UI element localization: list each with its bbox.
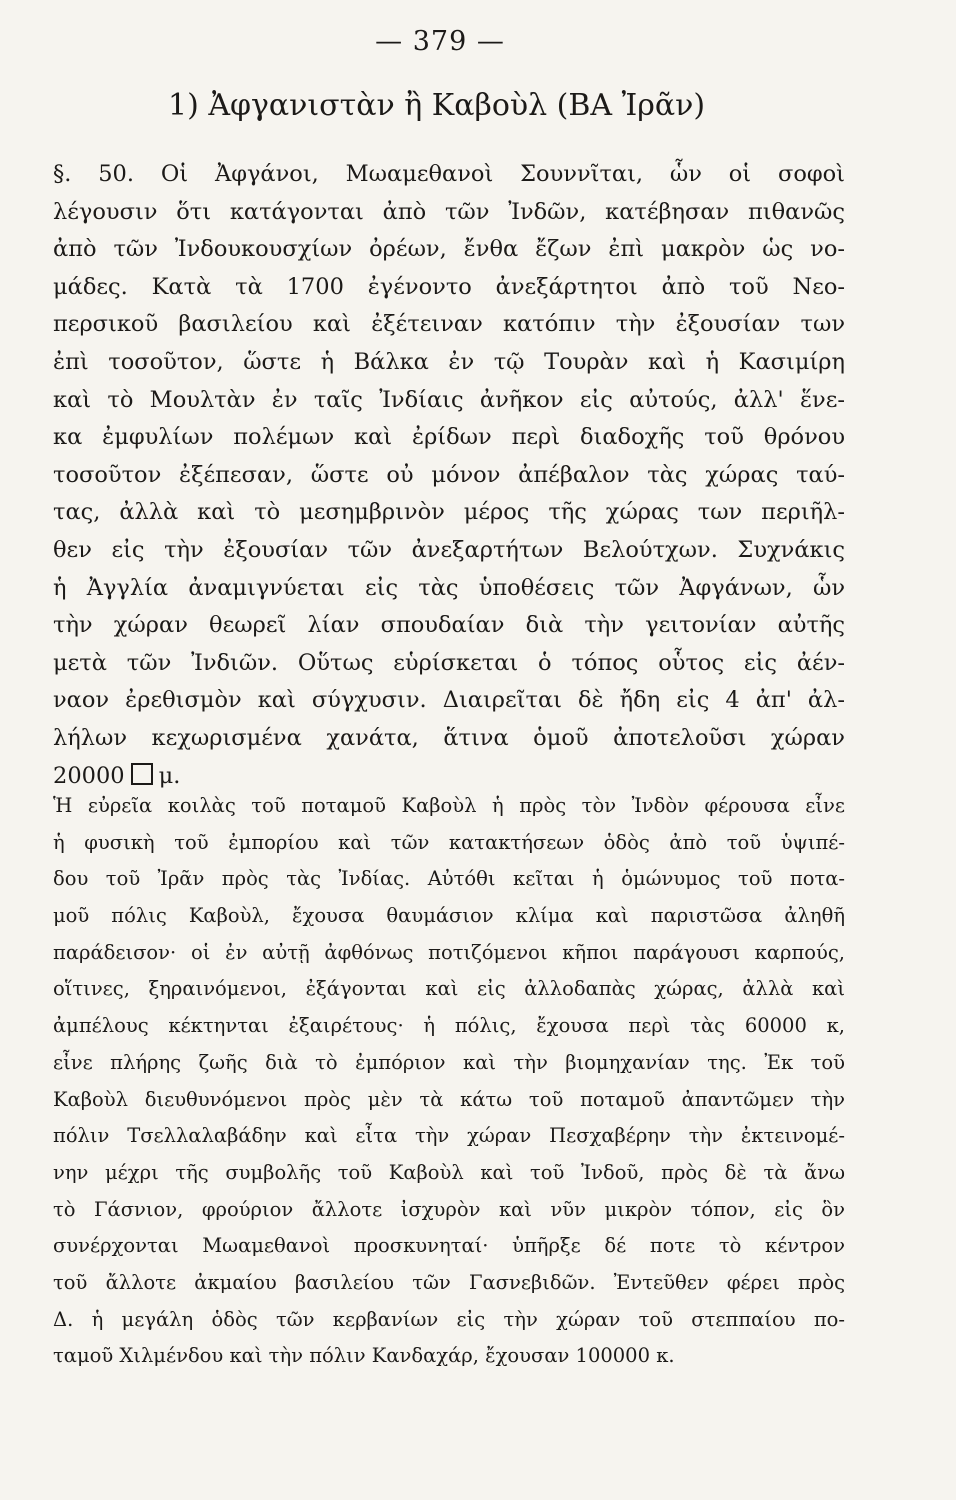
text-line: δου τοῦ Ἰρᾶν πρὸς τὰς Ἰνδίας. Αὐτόθι κεῖται ἡ ὁμώνυμος τοῦ ποτα- — [53, 867, 845, 891]
area-value: 20000 — [53, 762, 125, 789]
text-line: Δ. ἡ μεγάλη ὁδὸς τῶν κερβανίων εἰς τὴν χώραν τοῦ στεππαίου πο- — [53, 1307, 845, 1331]
text-line: περσικοῦ βασιλείου καὶ ἐξέτειναν κατόπιν τὴν ἐξουσίαν των — [53, 311, 845, 338]
text-line: νην μέχρι τῆς συμβολῆς τοῦ Καβοὺλ καὶ τοῦ Ἰνδοῦ, πρὸς δὲ τὰ ἄνω — [53, 1160, 845, 1184]
text-line: εἶνε πλήρης ζωῆς διὰ τὸ ἐμπόριον καὶ τὴν βιομηχανίαν της. Ἐκ τοῦ — [53, 1050, 845, 1074]
text-line: ἡ φυσικὴ τοῦ ἐμπορίου καὶ τῶν κατακτήσεων ὁδὸς ἀπὸ τοῦ ὑψιπέ- — [53, 830, 845, 854]
text-line: μοῦ πόλις Καβοὺλ, ἔχουσα θαυμάσιον κλίμα καὶ παριστῶσα ἀληθῆ — [53, 904, 845, 928]
text-line: ταμοῦ Χιλμένδου καὶ τὴν πόλιν Κανδαχάρ, ἔχουσαν 100000 κ. — [53, 1344, 675, 1368]
text-line: Ἡ εὐρεῖα κοιλὰς τοῦ ποταμοῦ Καβοὺλ ἡ πρὸς τὸν Ἰνδὸν φέρουσα εἶνε — [53, 794, 845, 817]
text-line: λέγουσιν ὅτι κατάγονται ἀπὸ τῶν Ἰνδῶν, κατέβησαν πιθανῶς — [53, 198, 845, 225]
text-line: θεν εἰς τὴν ἐξουσίαν τῶν ἀνεξαρτήτων Βελούτχων. Συχνάκις — [53, 536, 845, 563]
text-line: τας, ἀλλὰ καὶ τὸ μεσημβρινὸν μέρος τῆς χώρας των περιῆλ- — [53, 499, 845, 526]
main-paragraph — [53, 156, 845, 795]
text-line: ἡ Ἀγγλία ἀναμιγνύεται εἰς τὰς ὑποθέσεις τῶν Ἀφγάνων, ὧν — [53, 574, 845, 601]
text-line: μετὰ τῶν Ἰνδιῶν. Οὕτως εὑρίσκεται ὁ τόπος οὗτος εἰς ἀέν- — [53, 649, 845, 676]
text-line: τοῦ ἄλλοτε ἀκμαίου βασιλείου τῶν Γασνεβιδῶν. Ἐντεῦθεν φέρει πρὸς — [53, 1270, 845, 1294]
text-line: ναον ἐρεθισμὸν καὶ σύγχυσιν. Διαιρεῖται δὲ ἤδη εἰς 4 ἀπ' ἀλ- — [53, 687, 845, 714]
area-unit: μ. — [158, 762, 181, 789]
text-line: μάδες. Κατὰ τὰ 1700 ἐγένοντο ἀνεξάρτητοι ἀπὸ τοῦ Νεο- — [53, 273, 845, 300]
text-line: ἐπὶ τοσοῦτον, ὥστε ἡ Βάλκα ἐν τῷ Τουρὰν καὶ ἡ Κασιμίρη — [53, 348, 845, 375]
text-line: τὸ Γάσνιον, φρούριον ἄλλοτε ἰσχυρὸν καὶ νῦν μικρὸν τόπον, εἰς ὃν — [53, 1197, 845, 1221]
text-line: τοσοῦτον ἐξέπεσαν, ὥστε οὐ μόνον ἀπέβαλον τὰς χώρας ταύ- — [53, 461, 845, 488]
section-heading: 1) Ἀφγανιστὰν ἢ Καβοὺλ (ΒΑ Ἰρᾶν) — [168, 88, 706, 123]
text-line: καὶ τὸ Μουλτὰν ἐν ταῖς Ἰνδίαις ἀνῆκον εἰς αὐτούς, ἀλλ' ἕνε- — [53, 386, 845, 413]
text-line: τὴν χώραν θεωρεῖ λίαν σπουδαίαν διὰ τὴν γειτονίαν αὐτῆς — [53, 612, 845, 639]
text-line: Καβοὺλ διευθυνόμενοι πρὸς μὲν τὰ κάτω τοῦ ποταμοῦ ἀπαντῶμεν τὴν — [53, 1087, 845, 1111]
text-line: πόλιν Τσελλαλαβάδην καὶ εἶτα τὴν χώραν Πεσχαβέρην τὴν ἐκτεινομέ- — [53, 1124, 845, 1148]
page-number: — 379 — — [375, 26, 505, 57]
small-print-paragraph — [53, 788, 845, 1375]
square-symbol-icon — [131, 763, 153, 785]
text-line: §. 50. Οἱ Ἀφγάνοι, Μωαμεθανοὶ Σουννῖται, ὧν οἱ σοφοὶ — [53, 161, 845, 187]
text-line: παράδεισον· οἱ ἐν αὐτῇ ἀφθόνως ποτιζόμενοι κῆποι παράγουσι καρπούς, — [53, 940, 845, 964]
text-line: οἵτινες, ξηραινόμενοι, ἐξάγονται καὶ εἰς ἀλλοδαπὰς χώρας, ἀλλὰ καὶ — [53, 977, 845, 1001]
text-line: λήλων κεχωρισμένα χανάτα, ἅτινα ὁμοῦ ἀποτελοῦσι χώραν — [53, 724, 845, 751]
text-line: συνέρχονται Μωαμεθανοὶ προσκυνηταί· ὑπῆρξε δέ ποτε τὸ κέντρον — [53, 1234, 845, 1258]
text-line: ἀμπέλους κέκτηνται ἐξαιρέτους· ἡ πόλις, ἔχουσα περὶ τὰς 60000 κ, — [53, 1014, 845, 1038]
text-line: ἀπὸ τῶν Ἰνδουκουσχίων ὀρέων, ἔνθα ἔζων ἐπὶ μακρὸν ὡς νο- — [53, 236, 845, 263]
text-line: κα ἐμφυλίων πολέμων καὶ ἐρίδων περὶ διαδοχῆς τοῦ θρόνου — [53, 424, 845, 451]
